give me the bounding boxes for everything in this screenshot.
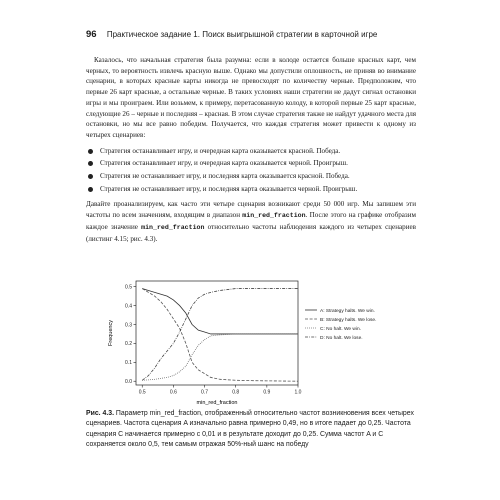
x-tick-label: 0.8 bbox=[232, 389, 240, 396]
y-axis-label: Frequency bbox=[108, 320, 114, 346]
page-number: 96 bbox=[86, 29, 97, 40]
paragraph-intro: Казалось, что начальная стратегия была разумна: если в колоде остается больше красных карт, чем черных, то вероятность извлечь красную выше. Однако мы допустили оплошность, не приняв во внимание сценарии, в которых красные карты никогда не превосходят по количеству черные. Предположим, что первые 26 карт красные, а остальные черные. В таких условиях наши стратегии не дадут сигнал остановки игры и мы проиграем. Или возьмем, к примеру, перетасованную колоду, в которой первые 25 карт красные, следующие 26 – черные и последняя – красная. В этом случае стратегия также не найдут удачного места для остановки, но мы все равно победим. Получается, что каждая стратегия может привести к одному из четырех сценариев: bbox=[86, 56, 416, 139]
axis-ticks bbox=[125, 284, 302, 395]
caption-text: Параметр min_red_fraction, отображенный относительно частот возникновения всех четырех сценариев. Частота сценария A изначально равна примерно 0,49, но в итоге падает до 0,25. Частота сценария C начинается примерно с 0,01 и в результате доходит до 0,25. Сумма частот A и C сохраняется около 0,5, тем самым отражая 50%-ный шанс на победу bbox=[86, 410, 414, 448]
figure-caption bbox=[86, 409, 416, 450]
legend-label: C: No halt. We win. bbox=[320, 326, 361, 332]
running-header bbox=[86, 29, 416, 40]
paragraph-part: относительно частоты наблюдения каждого из четырех сценариев (листинг 4.15; рис. 4.3). bbox=[86, 222, 416, 243]
plot-frame bbox=[136, 281, 298, 385]
x-tick-label: 0.9 bbox=[263, 389, 271, 396]
series-lines bbox=[142, 289, 298, 382]
paragraph-part: Давайте проанализируем, как часто эти четыре сценария возникают среди 50 000 игр. Мы запишем эти частоты по всем значениям, входящим в диапазон bbox=[86, 200, 416, 220]
y-tick-label: 0.1 bbox=[125, 360, 132, 367]
chart-legend bbox=[305, 308, 376, 341]
paragraph-analysis bbox=[86, 199, 416, 244]
x-tick-label: 0.5 bbox=[138, 389, 146, 396]
legend-label: B: Strategy halts. We lose. bbox=[320, 317, 377, 323]
frequency-chart bbox=[100, 277, 420, 407]
list-item-text: Стратегия не останавливает игру, и последняя карта оказывается красной. Победа. bbox=[100, 172, 350, 181]
series-line-c bbox=[142, 334, 298, 380]
series-line-d bbox=[142, 289, 298, 381]
y-tick-label: 0.4 bbox=[125, 303, 132, 310]
list-item-text: Стратегия останавливает игру, и очередная карта оказывается красной. Победа. bbox=[100, 146, 341, 155]
x-axis-label: min_red_fraction bbox=[196, 400, 238, 406]
caption-label: Рис. 4.3. bbox=[86, 410, 114, 417]
list-item bbox=[86, 158, 416, 169]
list-item bbox=[86, 146, 416, 157]
list-item bbox=[86, 171, 416, 182]
x-tick-label: 0.6 bbox=[169, 389, 177, 396]
bullet-icon bbox=[88, 174, 93, 179]
bullet-icon bbox=[88, 149, 93, 154]
inline-code: min_red_fraction bbox=[242, 212, 306, 220]
chapter-title: Практическое задание 1. Поиск выигрышной стратегии в карточной игре bbox=[106, 30, 378, 39]
y-tick-label: 0.0 bbox=[125, 379, 132, 386]
list-item bbox=[86, 184, 416, 195]
bullet-icon bbox=[88, 161, 93, 166]
scenario-list bbox=[86, 146, 416, 195]
list-item-text: Стратегия не останавливает игру, и последняя карта оказывается черной. Проигрыш. bbox=[100, 184, 358, 193]
y-tick-label: 0.2 bbox=[125, 341, 132, 348]
y-tick-label: 0.5 bbox=[125, 284, 132, 291]
body-text bbox=[86, 55, 416, 244]
list-item-text: Стратегия останавливает игру, и очередная карта оказывается черной. Проигрыш. bbox=[100, 159, 348, 168]
bullet-icon bbox=[88, 187, 93, 192]
x-tick-label: 1.0 bbox=[294, 389, 302, 396]
y-tick-label: 0.3 bbox=[125, 322, 132, 329]
figure-4-3 bbox=[100, 277, 420, 407]
series-line-a bbox=[142, 289, 298, 334]
inline-code: min_red_fraction bbox=[141, 223, 205, 231]
paragraph-part: . После этого на графике отобразим каждое значение bbox=[86, 211, 416, 231]
legend-label: D: No halt. We lose. bbox=[320, 335, 363, 341]
legend-label: A: Strategy halts. We win. bbox=[320, 308, 375, 314]
x-tick-label: 0.7 bbox=[201, 389, 209, 396]
